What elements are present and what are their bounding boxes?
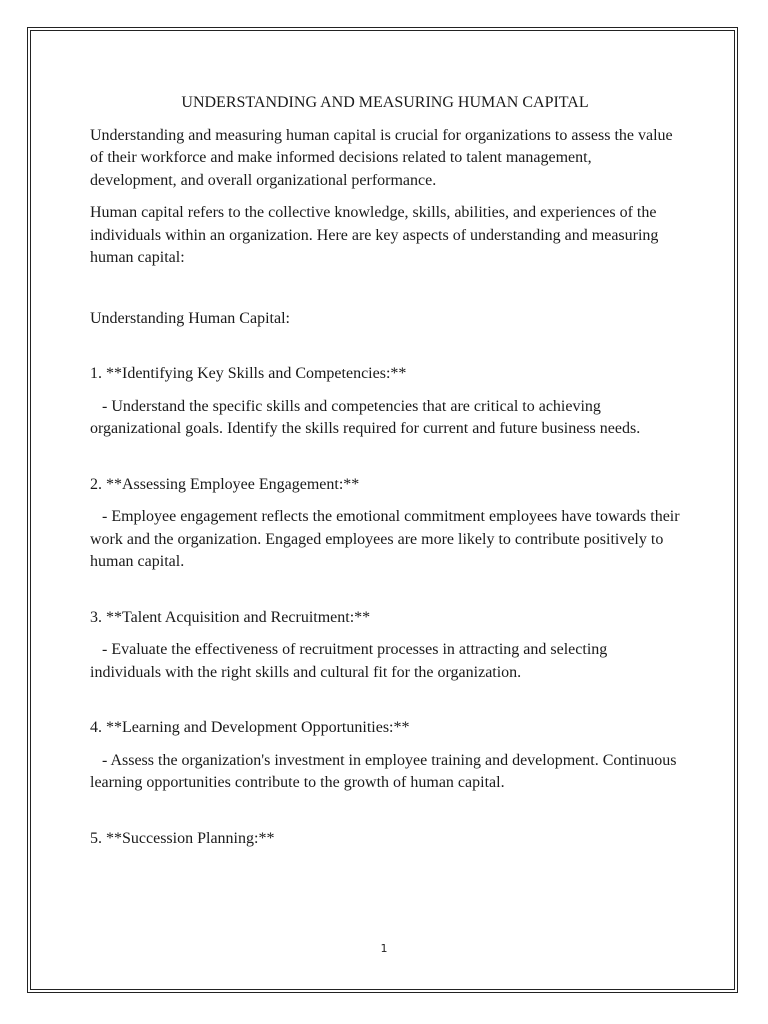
list-item: [90, 607, 680, 685]
document-title: UNDERSTANDING AND MEASURING HUMAN CAPITAL: [181, 94, 589, 111]
list-item-heading: 5. **Succession Planning:**: [90, 829, 275, 847]
definition-paragraph: Human capital refers to the collective knowledge, skills, abilities, and experiences of the individuals within an organization. Here are key aspects of understanding and measuring human capital:: [90, 204, 659, 266]
list-item-body: - Understand the specific skills and competencies that are critical to achieving organizational goals. Identify the skills required for current and future business needs.: [90, 397, 641, 437]
list-item: [90, 474, 684, 574]
intro-paragraph: Understanding and measuring human capital is crucial for organizations to assess the value of their workforce and make informed decisions related to talent management, development, and overall organizational performance.: [90, 126, 673, 189]
list-item: [90, 363, 680, 441]
page-number: 1: [380, 942, 388, 955]
list-item-body: - Employee engagement reflects the emotional commitment employees have towards their work and the organization. Engaged employees are more likely to contribute positively to human capital.: [90, 508, 684, 570]
list-item-heading: 1. **Identifying Key Skills and Competencies:**: [90, 365, 407, 382]
document-body: [90, 92, 684, 860]
list-item-heading: 3. **Talent Acquisition and Recruitment:**: [90, 608, 371, 626]
section-heading: Understanding Human Capital:: [90, 309, 290, 327]
list-item-heading: 2. **Assessing Employee Engagement:**: [90, 475, 360, 493]
list-item-body: - Evaluate the effectiveness of recruitment processes in attracting and selecting individuals with the right skills and cultural fit for the organization.: [90, 641, 612, 681]
list-item-heading: 4. **Learning and Development Opportunities:**: [90, 719, 410, 736]
list-item: [90, 828, 680, 851]
list-item-body: - Assess the organization's investment in employee training and development. Continuous learning opportunities contribute to the growth of human capital.: [90, 751, 681, 791]
list-item: [90, 717, 680, 795]
